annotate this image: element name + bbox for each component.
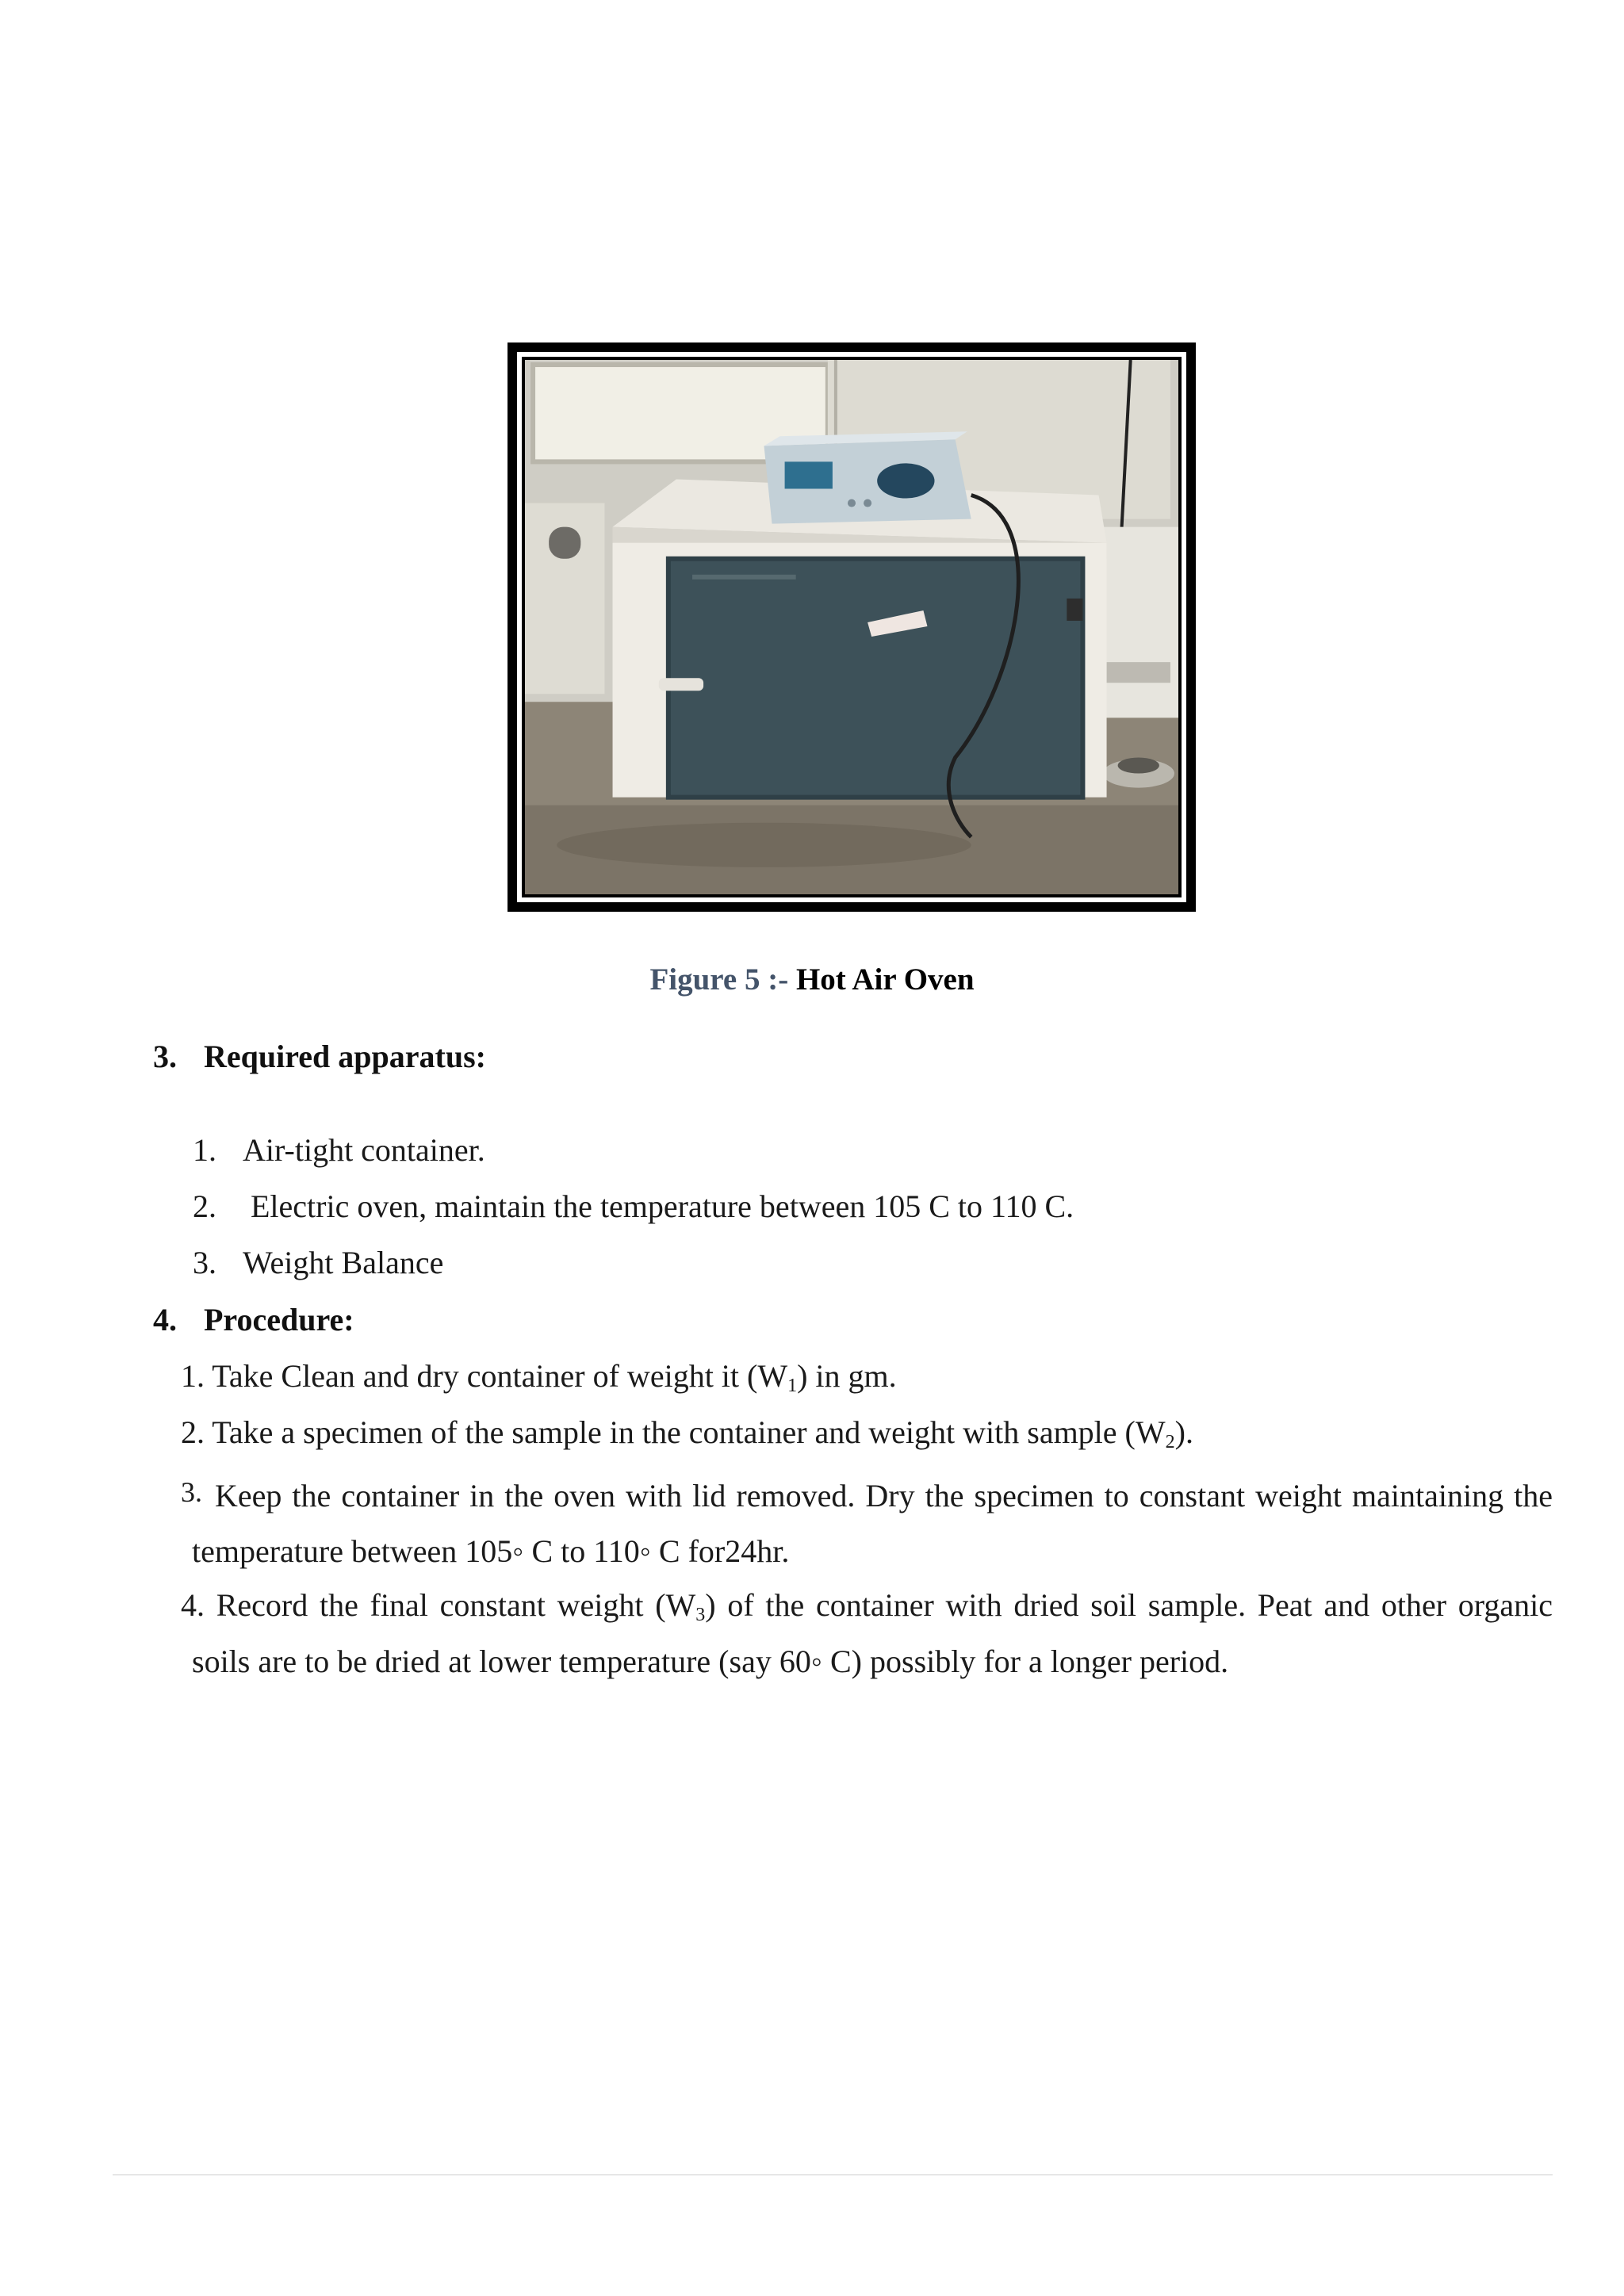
step-number: 2. <box>181 1414 205 1450</box>
figure-photo-frame <box>508 342 1196 912</box>
step-text: ) of the container with dried soil sample. Peat and other organic <box>705 1587 1553 1623</box>
list-item <box>193 1187 1074 1226</box>
subscript: 1 <box>787 1376 798 1396</box>
step-line <box>181 1472 1553 1516</box>
step-line: temperature between 105◦ C to 110◦ C for24hr. <box>192 1533 790 1569</box>
figure-photo <box>522 357 1182 897</box>
hot-air-oven-photo <box>525 360 1178 894</box>
step-line: soils are to be dried at lower temperature (say 60◦ C) possibly for a longer period. <box>192 1644 1229 1679</box>
list-item-number: 1. <box>193 1132 216 1168</box>
procedure-step <box>181 1357 1553 1396</box>
step-number: 3. <box>181 1476 202 1508</box>
list-item <box>193 1131 485 1170</box>
subscript: 2 <box>1165 1432 1175 1452</box>
step-text: ). <box>1174 1414 1193 1450</box>
section-title: Procedure: <box>204 1302 354 1337</box>
step-number: 1. <box>181 1358 205 1394</box>
list-item-text: Air-tight container. <box>243 1132 485 1168</box>
subscript: 3 <box>695 1605 706 1625</box>
section-title: Required apparatus: <box>204 1039 486 1074</box>
step-text: Keep the container in the oven with lid removed. Dry the specimen to constant weight maintaining the <box>215 1478 1553 1513</box>
footer-divider <box>113 2174 1553 2175</box>
figure-caption <box>0 961 1624 999</box>
figure-title: Hot Air Oven <box>795 962 975 997</box>
procedure-step <box>181 1472 1553 1571</box>
section-heading-apparatus <box>153 1037 486 1077</box>
section-number: 4. <box>153 1302 177 1337</box>
figure-photo-mat <box>517 352 1186 902</box>
list-item-number: 3. <box>193 1245 216 1280</box>
step-text: Take a specimen of the sample in the container and weight with sample (W <box>212 1414 1166 1450</box>
section-number: 3. <box>153 1039 177 1074</box>
section-heading-procedure <box>153 1300 354 1340</box>
list-item <box>193 1243 443 1283</box>
figure-label: Figure 5 :- <box>649 962 796 997</box>
list-item-text: Electric oven, maintain the temperature between 105 C to 110 C. <box>243 1188 1074 1224</box>
procedure-step <box>181 1413 1553 1452</box>
step-number: 4. <box>181 1587 205 1623</box>
step-text: Take Clean and dry container of weight it (W <box>212 1358 788 1394</box>
list-item-number: 2. <box>193 1188 216 1224</box>
procedure-step <box>181 1586 1553 1682</box>
step-text: Record the final constant weight (W <box>216 1587 696 1623</box>
list-item-text: Weight Balance <box>243 1245 444 1280</box>
step-text: ) in gm. <box>797 1358 897 1394</box>
step-line <box>181 1586 1553 1625</box>
